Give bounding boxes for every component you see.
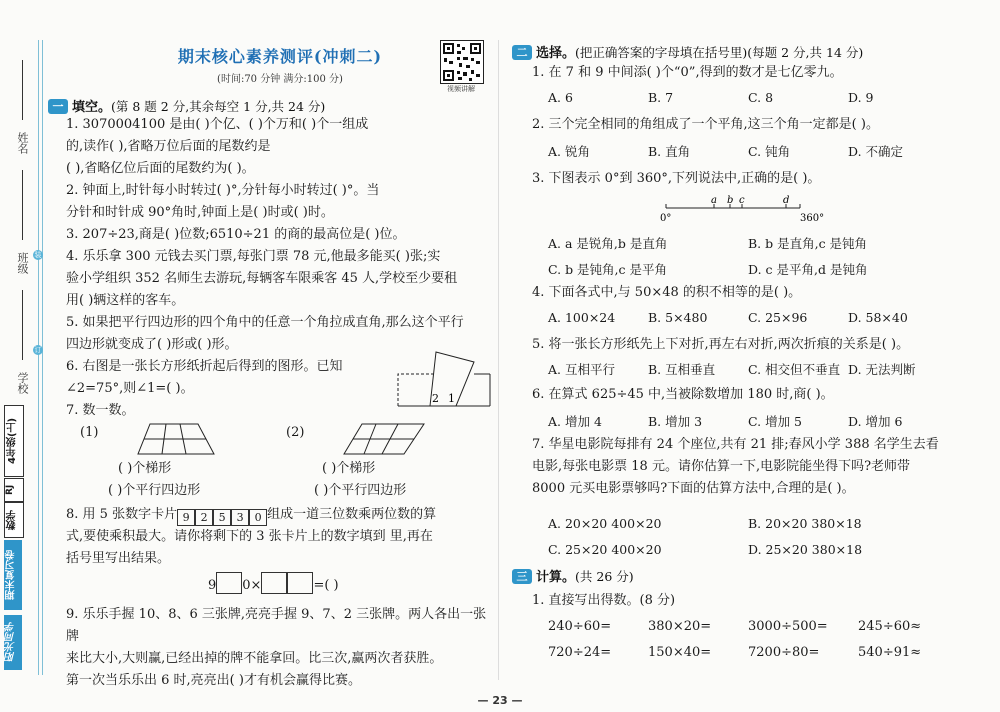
blank-box[interactable] [287,572,313,594]
calc-item: 540÷91≈ [858,645,922,660]
question-text: 8. 用 5 张数字卡片 [66,507,178,522]
calc-item: 3000÷500= [748,619,828,634]
section-2-title: 选择。 [536,46,576,61]
question-line: 7. 华星电影院每排有 24 个座位,共有 21 排;春风小学 388 名学生去看 [532,437,939,452]
figure-1-trapezoid-count: ( )个梯形 [118,461,172,476]
fill-question-4 [66,246,496,312]
section-2-note: (把正确答案的字母填在括号里)(每题 2 分,共 14 分) [575,45,864,60]
section-2-heading [512,42,863,61]
multiply-sign: 0× [242,578,262,593]
choice-question-7 [532,434,992,500]
spine-series: 期末复习卷 [4,540,22,610]
option[interactable]: B. 增加 3 [648,414,703,429]
question-line: 电影,每张电影票 18 元。请你估算一下,电影院能坐得下吗?老师带 [532,459,911,474]
number-card: 2 [195,509,213,526]
section-2-number: 二 [512,45,532,60]
question-line: 的,读作( ),省略万位后面的尾数约是 [66,139,271,154]
number-card: 5 [213,509,231,526]
fill-question-2 [66,180,496,224]
folded-rectangle-figure [396,340,496,410]
option[interactable]: C. 相交但不垂直 [748,362,841,377]
option[interactable]: C. 钝角 [748,144,791,159]
point-a: a [711,195,717,206]
number-card: 0 [249,509,267,526]
section-1-title: 填空。 [72,100,112,115]
angle-number-line [660,194,840,224]
question-line: 用( )辆这样的客车。 [66,293,185,308]
spine-brand: 阳光同学 [4,615,22,670]
section-1-heading [48,96,325,115]
section-1-note: (第 8 题 2 分,其余每空 1 分,共 24 分) [111,99,326,114]
question-line: 分针和时针成 90°角时,钟面上是( )时或( )时。 [66,205,334,220]
binding-line [38,40,39,675]
option[interactable]: D. 无法判断 [848,362,916,377]
class-blank-line [22,170,23,240]
blank-box[interactable] [261,572,287,594]
question-line [66,504,496,526]
qr-code-icon[interactable] [440,40,484,84]
blank-box[interactable] [216,572,242,594]
page-title: 期末核心素养测评(冲刺二) [177,47,383,66]
option[interactable]: C. 8 [748,90,774,105]
name-blank-line [22,60,23,120]
option[interactable]: B. 7 [648,90,674,105]
calc-item: 240÷60= [548,619,612,634]
qr-label: 视频讲解 [447,85,475,93]
option[interactable]: D. 9 [848,90,874,105]
figure-1-label: (1) [80,425,99,440]
spine-edition: RJ [4,478,24,502]
option[interactable]: C. 增加 5 [748,414,802,429]
binding-dot: 订 [34,346,42,354]
choice-question-3: 3. 下图表示 0°到 360°,下列说法中,正确的是( )。 [532,171,821,186]
binding-dot: 装 [34,251,42,259]
calc-item: 7200÷80= [748,645,820,660]
figure-1-parallelogram-count: ( )个平行四边形 [108,483,201,498]
column-divider [498,40,499,680]
binding-line [42,40,43,675]
question-line: 8000 元买电影票够吗?下面的估算方法中,合理的是( )。 [532,481,855,496]
option[interactable]: B. 20×20 380×18 [748,516,862,531]
calc-item: 245÷60≈ [858,619,922,634]
line-start-label: 0° [660,213,672,224]
spine-subject: 数学 [4,502,24,538]
calc-item: 380×20= [648,619,712,634]
line-end-label: 360° [800,213,825,224]
question-line: 式,要使乘积最大。请你将剩下的 3 张卡片上的数字填到 里,再在 [66,529,433,544]
result-blank: =( ) [313,578,339,593]
question-line: 4. 乐乐拿 300 元钱去买门票,每张门票 78 元,他最多能买( )张;实 [66,249,441,264]
section-3-heading [512,566,634,585]
choice-question-2: 2. 三个完全相同的角组成了一个平角,这三个角一定都是( )。 [532,117,879,132]
question-line: 验小学组织 352 名师生去游玩,每辆客车限乘客 45 人,学校至少要租 [66,271,458,286]
question-line: 1. 3070004100 是由( )个亿、( )个万和( )个一组成 [66,117,369,132]
question-line: 9. 乐乐手握 10、8、6 三张牌,亮亮手握 9、7、2 三张牌。两人各出一张牌 [66,607,487,644]
option[interactable]: D. 增加 6 [848,414,903,429]
school-blank-line [22,290,23,360]
option[interactable]: D. 不确定 [848,144,904,159]
option[interactable]: A. 锐角 [548,144,590,159]
option[interactable]: B. 5×480 [648,310,708,325]
spine-grade: 4年级(上) [4,405,24,477]
choice-question-6: 6. 在算式 625÷45 中,当被除数增加 180 时,商( )。 [532,387,834,402]
question-line: 来比大小,大则赢,已经出掉的牌不能拿回。比三次,赢两次者获胜。 [66,651,443,666]
point-c: c [739,195,745,206]
fill-question-6 [66,356,396,400]
fill-question-1 [66,114,496,180]
section-3-number: 三 [512,569,532,584]
point-b: b [727,195,734,206]
option[interactable]: B. 互相垂直 [648,362,716,377]
fill-question-8 [66,504,496,570]
option[interactable]: C. b 是钝角,c 是平角 [548,262,667,277]
question-text: 组成一道三位数乘两位数的算 [267,507,437,522]
option[interactable]: A. 20×20 400×20 [548,516,662,531]
section-3-note: (共 26 分) [575,569,634,584]
calc-item: 720÷24= [548,645,612,660]
fill-question-7: 7. 数一数。 [66,403,135,418]
figure-2-parallelogram-count: ( )个平行四边形 [314,483,407,498]
question-line: 6. 右图是一张长方形纸折起后得到的图形。已知 [66,359,343,374]
option[interactable]: D. 25×20 380×18 [748,542,863,557]
option[interactable]: C. 25×20 400×20 [548,542,662,557]
digit-9: 9 [208,578,217,593]
fill-question-9 [66,604,496,692]
section-1-number: 一 [48,99,68,114]
choice-question-1: 1. 在 7 和 9 中间添( )个“0”,得到的数才是七亿零九。 [532,65,843,80]
trapezoid-figure-1 [136,422,216,456]
option[interactable]: A. 互相平行 [548,362,615,377]
question-line: 四边形就变成了( )形或( )形。 [66,337,238,352]
calc-question-1: 1. 直接写出得数。(8 分) [532,593,676,608]
option[interactable]: A. 6 [548,90,573,105]
option[interactable]: B. b 是直角,c 是钝角 [748,236,868,251]
question-line: 2. 钟面上,时针每小时转过( )°,分针每小时转过( )°。当 [66,183,380,198]
option[interactable]: A. 100×24 [548,310,616,325]
question-line: 5. 如果把平行四边形的四个角中的任意一个角拉成直角,那么这个平行 [66,315,464,330]
question-line: ( ),省略亿位后面的尾数约为( )。 [66,161,255,176]
question-line: 括号里写出结果。 [66,551,171,566]
option[interactable]: D. 58×40 [848,310,908,325]
point-d: d [783,195,790,206]
option[interactable]: A. a 是锐角,b 是直角 [548,236,668,251]
question-line: ∠2=75°,则∠1=( )。 [66,381,194,396]
name-label: 姓名 [16,132,29,154]
fill-question-3: 3. 207÷23,商是( )位数;6510÷21 的商的最高位是( )位。 [66,227,406,242]
figure-2-label: (2) [286,425,305,440]
option[interactable]: D. c 是平角,d 是钝角 [748,262,868,277]
school-label: 学校 [16,372,29,394]
section-3-title: 计算。 [536,570,576,585]
option[interactable]: A. 增加 4 [548,414,602,429]
choice-question-5: 5. 将一张长方形纸先上下对折,再左右对折,两次折痕的关系是( )。 [532,337,910,352]
class-label: 班级 [16,252,29,274]
number-card: 3 [231,509,249,526]
number-card: 9 [177,509,195,526]
angle-1-label: 1 [448,392,455,405]
angle-2-label: 2 [432,392,439,405]
question-line: 第一次当乐乐出 6 时,亮亮出( )才有机会赢得比赛。 [66,673,361,688]
option[interactable]: C. 25×96 [748,310,808,325]
page-subtitle: (时间:70 分钟 满分:100 分) [217,74,343,85]
parallelogram-figure-2 [342,422,426,456]
figure-2-trapezoid-count: ( )个梯形 [322,461,376,476]
multiplication-template [208,572,339,597]
binding-sidebar [0,0,50,712]
page-number: — 23 — [477,694,523,707]
option[interactable]: B. 直角 [648,144,691,159]
choice-question-4: 4. 下面各式中,与 50×48 的积不相等的是( )。 [532,285,802,300]
calc-item: 150×40= [648,645,712,660]
